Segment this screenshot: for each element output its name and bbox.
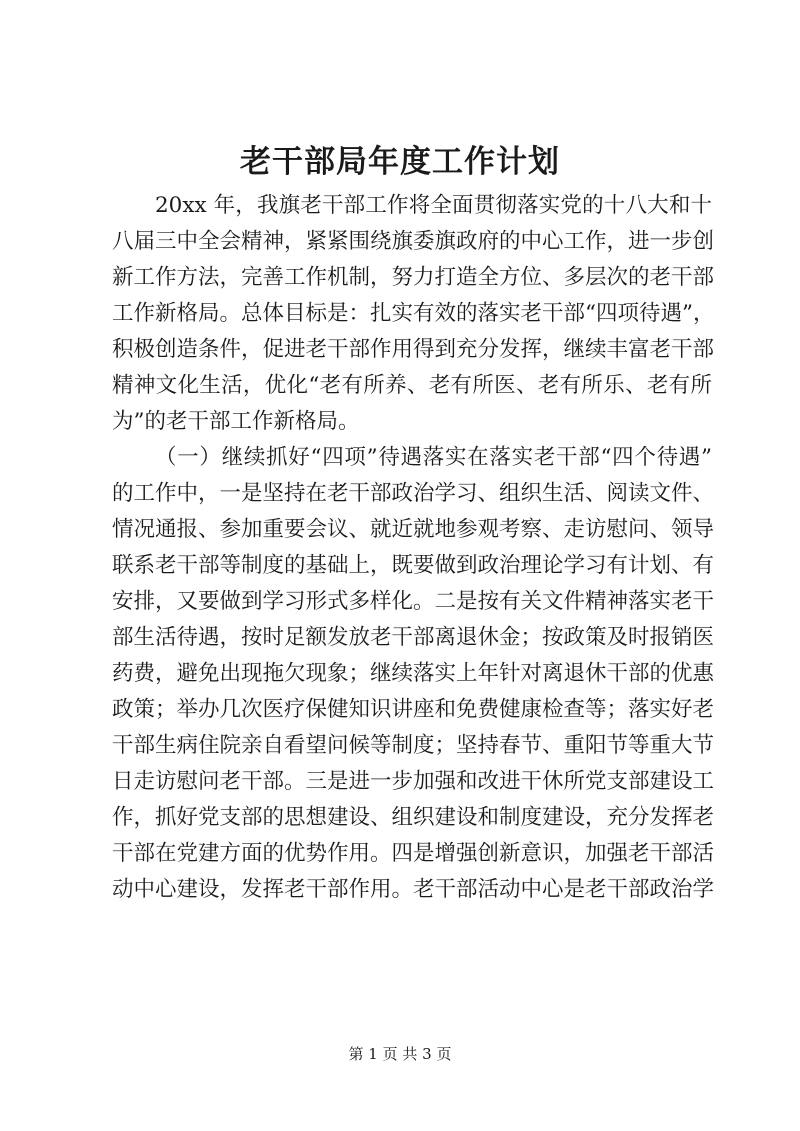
text-line: （一）继续抓好“四项”待遇落实在落实老干部“四个待遇” [155,445,712,470]
text-line: 药费，避免出现拖欠现象；继续落实上年针对离退休干部的优惠 [112,661,715,686]
text-line: 政策；举办几次医疗保健知识讲座和免费健康检查等；落实好老 [112,697,715,722]
text-line: 动中心建设，发挥老干部作用。老干部活动中心是老干部政治学 [112,877,715,902]
text-line: 工作新格局。总体目标是：扎实有效的落实老干部“四项待遇”， [112,301,715,326]
text-line: 精神文化生活，优化“老有所养、老有所医、老有所乐、老有所 [112,373,712,398]
text-line: 干部在党建方面的优势作用。四是增强创新意识，加强老干部活 [112,841,715,866]
text-line: 八届三中全会精神，紧紧围绕旗委旗政府的中心工作，进一步创 [112,229,715,254]
text-line: 新工作方法，完善工作机制，努力打造全方位、多层次的老干部 [112,265,715,290]
text-line: 的工作中，一是坚持在老干部政治学习、组织生活、阅读文件、 [112,481,715,506]
text-line: 情况通报、参加重要会议、就近就地参观考察、走访慰问、领导 [112,517,715,542]
document-title: 老干部局年度工作计划 [240,144,560,180]
text-line: 日走访慰问老干部。三是进一步加强和改进干休所党支部建设工 [112,769,715,794]
text-line: 积极创造条件，促进老干部作用得到充分发挥，继续丰富老干部 [112,337,715,362]
text-line: 为”的老干部工作新格局。 [112,409,360,434]
text-line: 部生活待遇，按时足额发放老干部离退休金；按政策及时报销医 [112,625,715,650]
page-number-footer: 第 1 页 共 3 页 [348,1045,452,1063]
text-line: 安排，又要做到学习形式多样化。二是按有关文件精神落实老干 [112,589,715,614]
text-line: 联系老干部等制度的基础上，既要做到政治理论学习有计划、有 [112,553,715,578]
text-line: 作，抓好党支部的思想建设、组织建设和制度建设，充分发挥老 [112,805,715,830]
text-line: 20xx 年，我旗老干部工作将全面贯彻落实党的十八大和十 [155,193,712,218]
text-line: 干部生病住院亲自看望问候等制度；坚持春节、重阳节等重大节 [112,733,715,758]
